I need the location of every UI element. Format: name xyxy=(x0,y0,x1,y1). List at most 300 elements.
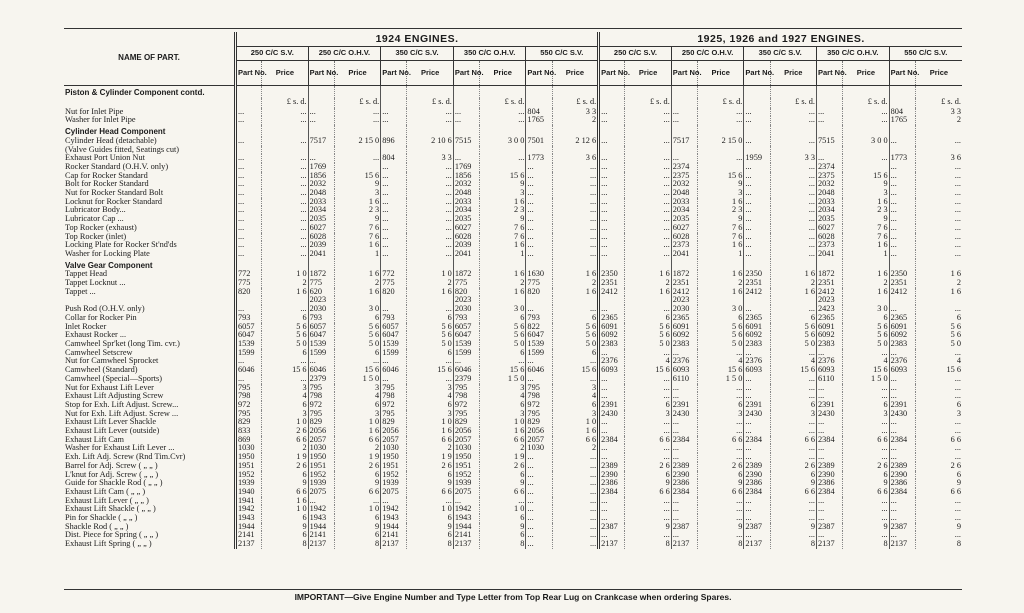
price-cell: ... xyxy=(770,241,816,250)
price-cell: 5 6 xyxy=(552,331,599,340)
part-number-cell: 1941 xyxy=(235,497,261,506)
currency-label: £ s. d. xyxy=(262,98,308,108)
part-number-cell: 2032 xyxy=(308,180,334,189)
price-cell: 5 6 xyxy=(552,323,599,332)
part-number-cell: ... xyxy=(817,453,843,462)
part-number-cell: 2389 xyxy=(817,462,843,471)
part-number-cell: ... xyxy=(381,189,407,198)
part-number-cell: ... xyxy=(671,116,697,125)
price-cell: ... xyxy=(698,384,744,393)
price-cell: 9 xyxy=(698,215,744,224)
part-number-cell: ... xyxy=(453,116,479,125)
part-number-cell: 2032 xyxy=(453,180,479,189)
part-number-cell: 1030 xyxy=(381,444,407,453)
price-cell: ... xyxy=(552,514,599,523)
part-number-cell: ... xyxy=(526,172,552,181)
part-number-cell: 2034 xyxy=(453,206,479,215)
part-number-cell: ... xyxy=(381,250,407,259)
price-cell: 7 6 xyxy=(698,233,744,242)
part-no-header: Part No. xyxy=(381,61,407,86)
price-cell: 3 3 xyxy=(915,108,962,117)
part-number-cell: ... xyxy=(671,392,697,401)
price-cell: 9 xyxy=(843,479,889,488)
price-cell: ... xyxy=(262,233,308,242)
price-cell: 1 6 xyxy=(407,427,453,436)
engine-type-header: 350 C/C O.H.V. xyxy=(453,47,526,61)
table-row xyxy=(64,497,962,506)
price-cell: 6 xyxy=(407,314,453,323)
price-cell: ... xyxy=(770,172,816,181)
price-cell: 6 xyxy=(262,514,308,523)
price-cell: 3 xyxy=(262,384,308,393)
table-row xyxy=(64,505,962,514)
part-name: Camwheel (Special—Sports) xyxy=(64,375,235,384)
part-number-cell: 2035 xyxy=(453,215,479,224)
part-number-cell: 1769 xyxy=(453,163,479,172)
part-name: Lubricator Body... xyxy=(64,206,235,215)
price-cell: 2 xyxy=(915,116,962,125)
part-number-cell: 2041 xyxy=(453,250,479,259)
part-number-cell: 820 xyxy=(381,288,407,297)
part-number-cell: 1539 xyxy=(453,340,479,349)
price-cell: 2 xyxy=(552,444,599,453)
part-number-cell: ... xyxy=(381,116,407,125)
price-cell: 1 6 xyxy=(334,288,380,297)
part-number-cell: 795 xyxy=(526,384,552,393)
part-number-cell: 820 xyxy=(235,288,261,297)
part-number-cell: 1951 xyxy=(235,462,261,471)
part-number-cell: 2423 xyxy=(817,305,843,314)
price-cell: 3 3 xyxy=(770,154,816,163)
section-title: Piston & Cylinder Component contd. xyxy=(64,86,235,98)
part-number-cell: ... xyxy=(526,215,552,224)
part-number-cell: 2137 xyxy=(453,540,479,549)
part-name: Top Rocker (exhaust) xyxy=(64,224,235,233)
price-cell: ... xyxy=(552,523,599,532)
price-cell: ... xyxy=(843,108,889,117)
price-cell: 6 6 xyxy=(552,436,599,445)
price-cell: ... xyxy=(625,108,671,117)
price-cell: 9 xyxy=(843,523,889,532)
part-number-cell: 2032 xyxy=(671,180,697,189)
part-number-cell: 1943 xyxy=(381,514,407,523)
price-cell: ... xyxy=(552,305,599,314)
engine-type-header: 350 C/C O.H.V. xyxy=(817,47,890,61)
empty-cell xyxy=(744,86,770,98)
part-number-cell: 2137 xyxy=(744,540,770,549)
price-cell: 6 xyxy=(262,471,308,480)
price-cell: 2 xyxy=(480,279,526,288)
part-no-header: Part No. xyxy=(453,61,479,86)
part-number-cell: 6046 xyxy=(453,366,479,375)
price-cell: ... xyxy=(915,180,962,189)
part-number-cell: 7515 xyxy=(817,137,843,146)
price-cell: 6 xyxy=(843,314,889,323)
part-number-cell: ... xyxy=(889,305,915,314)
part-number-cell: 6047 xyxy=(526,331,552,340)
price-cell: 5 0 xyxy=(770,340,816,349)
price-cell: 4 xyxy=(915,357,962,366)
part-number-cell: ... xyxy=(744,215,770,224)
part-name: Dist. Piece for Spring ( „ „ ) xyxy=(64,531,235,540)
part-number-cell: ... xyxy=(817,514,843,523)
part-number-cell: ... xyxy=(889,418,915,427)
part-number-cell: 2350 xyxy=(599,270,625,279)
part-number-cell: 2384 xyxy=(599,488,625,497)
price-cell: ... xyxy=(407,375,453,384)
part-number-cell: 1952 xyxy=(308,471,334,480)
price-cell: ... xyxy=(625,224,671,233)
part-number-cell: 2390 xyxy=(744,471,770,480)
price-cell: ... xyxy=(262,215,308,224)
price-cell: ... xyxy=(625,163,671,172)
part-number-cell: ... xyxy=(889,198,915,207)
price-cell: ... xyxy=(915,137,962,146)
part-number-cell: ... xyxy=(235,250,261,259)
price-cell: 1 6 xyxy=(334,427,380,436)
part-number-cell: ... xyxy=(526,497,552,506)
price-cell: 15 6 xyxy=(407,366,453,375)
part-number-cell: ... xyxy=(889,163,915,172)
price-cell: 5 6 xyxy=(625,331,671,340)
price-cell: ... xyxy=(552,206,599,215)
price-cell: 7 6 xyxy=(480,224,526,233)
part-number-cell: 2384 xyxy=(599,436,625,445)
price-cell: ... xyxy=(407,108,453,117)
price-cell: 7 6 xyxy=(480,233,526,242)
price-cell: ... xyxy=(698,418,744,427)
part-number-cell: 2350 xyxy=(889,270,915,279)
part-number-cell: 6091 xyxy=(671,323,697,332)
part-number-cell: ... xyxy=(671,444,697,453)
price-cell: 2 xyxy=(334,279,380,288)
price-cell: 15 6 xyxy=(480,366,526,375)
price-cell: 4 xyxy=(262,392,308,401)
price-cell: ... xyxy=(915,206,962,215)
price-cell: 6 6 xyxy=(334,488,380,497)
price-cell: 3 0 xyxy=(480,305,526,314)
part-number-cell: 6110 xyxy=(671,375,697,384)
price-cell: 6 xyxy=(552,314,599,323)
part-name: Washer for Inlet Pipe xyxy=(64,116,235,125)
footer-note: IMPORTANT—Give Engine Number and Type Letter from Top Rear Lug on Crankcase when ordering Spares. xyxy=(294,592,732,602)
part-number-cell: 6057 xyxy=(308,323,334,332)
empty-cell xyxy=(817,86,843,98)
part-name: Locknut for Rocker Standard xyxy=(64,198,235,207)
part-number-cell: ... xyxy=(744,531,770,540)
part-number-cell: ... xyxy=(744,505,770,514)
engine-type-header: 250 C/C O.H.V. xyxy=(671,47,744,61)
part-number-cell: 2384 xyxy=(671,488,697,497)
price-cell: ... xyxy=(843,392,889,401)
price-cell: 5 0 xyxy=(480,340,526,349)
part-number-cell: 2386 xyxy=(671,479,697,488)
part-number-cell: 2391 xyxy=(671,401,697,410)
price-cell: ... xyxy=(915,497,962,506)
price-cell: 6 6 xyxy=(770,488,816,497)
part-number-cell: ... xyxy=(599,305,625,314)
price-cell: 1 6 xyxy=(915,270,962,279)
part-number-cell: 1940 xyxy=(235,488,261,497)
part-number-cell: 6091 xyxy=(599,323,625,332)
price-cell: 2 xyxy=(262,444,308,453)
part-number-cell: 2386 xyxy=(817,479,843,488)
part-number-cell: 6046 xyxy=(308,366,334,375)
part-number-cell: 2384 xyxy=(817,488,843,497)
price-cell: 5 6 xyxy=(843,323,889,332)
part-number-cell: 6028 xyxy=(308,233,334,242)
part-number-cell: 2033 xyxy=(453,198,479,207)
price-cell: 1 xyxy=(334,250,380,259)
part-number-cell: ... xyxy=(526,505,552,514)
part-number-cell: 2023 xyxy=(453,296,479,305)
part-number-cell: 2033 xyxy=(671,198,697,207)
price-cell: 5 0 xyxy=(843,340,889,349)
currency-label: £ s. d. xyxy=(698,98,744,108)
part-number-cell: 7515 xyxy=(453,137,479,146)
part-number-cell: ... xyxy=(526,357,552,366)
price-cell: 6 6 xyxy=(843,436,889,445)
empty-cell xyxy=(599,86,625,98)
part-number-cell: ... xyxy=(817,349,843,358)
part-number-cell: ... xyxy=(671,108,697,117)
price-cell: 3 xyxy=(480,189,526,198)
part-number-cell: 2056 xyxy=(526,427,552,436)
part-number-cell: 2137 xyxy=(308,540,334,549)
part-name: Locking Plate for Rocker St'nd'ds xyxy=(64,241,235,250)
part-number-cell: 6027 xyxy=(453,224,479,233)
price-cell: ... xyxy=(698,514,744,523)
price-cell: ... xyxy=(698,453,744,462)
price-cell: ... xyxy=(625,444,671,453)
part-number-cell: ... xyxy=(744,514,770,523)
part-number-cell: ... xyxy=(671,384,697,393)
price-cell: 1 0 xyxy=(552,418,599,427)
part-number-cell: 1951 xyxy=(308,462,334,471)
price-cell: 9 xyxy=(770,523,816,532)
price-cell: ... xyxy=(625,349,671,358)
part-number-cell: 795 xyxy=(381,384,407,393)
part-number-cell: 2056 xyxy=(453,427,479,436)
engines-1924-header: 1924 ENGINES. xyxy=(235,32,598,47)
part-number-cell: ... xyxy=(381,180,407,189)
price-cell: 5 6 xyxy=(480,331,526,340)
price-cell: 5 6 xyxy=(407,331,453,340)
price-cell: 8 xyxy=(480,540,526,549)
part-number-cell: 2383 xyxy=(744,340,770,349)
part-number-cell: 1856 xyxy=(453,172,479,181)
price-cell: 1 9 xyxy=(407,453,453,462)
price-cell: ... xyxy=(770,215,816,224)
part-number-cell: ... xyxy=(744,349,770,358)
price-cell: 2 xyxy=(770,279,816,288)
price-cell: 8 xyxy=(698,540,744,549)
price-cell: ... xyxy=(407,198,453,207)
part-number-cell: ... xyxy=(599,418,625,427)
table-row xyxy=(64,523,962,532)
price-cell: 2 xyxy=(334,444,380,453)
price-cell: 6 xyxy=(480,531,526,540)
price-cell: ... xyxy=(407,189,453,198)
currency-label: £ s. d. xyxy=(552,98,599,108)
price-cell: 1 xyxy=(843,250,889,259)
price-cell: ... xyxy=(625,116,671,125)
part-number-cell: 2386 xyxy=(599,479,625,488)
price-cell: 6 xyxy=(407,514,453,523)
price-cell: 1 6 xyxy=(625,288,671,297)
part-number-cell: ... xyxy=(599,392,625,401)
part-number-cell: 829 xyxy=(381,418,407,427)
price-cell: 1 5 0 xyxy=(334,375,380,384)
part-number-cell: 2387 xyxy=(744,523,770,532)
price-cell: 6 xyxy=(334,401,380,410)
price-cell: 3 0 xyxy=(334,305,380,314)
part-number-cell: ... xyxy=(526,305,552,314)
price-cell: 9 xyxy=(480,523,526,532)
empty-cell xyxy=(480,86,526,98)
price-cell: ... xyxy=(915,418,962,427)
price-cell: 5 0 xyxy=(407,340,453,349)
price-cell: ... xyxy=(625,505,671,514)
part-number-cell: 822 xyxy=(526,323,552,332)
part-number-cell: ... xyxy=(671,418,697,427)
part-number-cell: 2383 xyxy=(671,340,697,349)
price-cell: 6 xyxy=(407,349,453,358)
price-cell: ... xyxy=(262,189,308,198)
price-cell: 9 xyxy=(334,523,380,532)
price-cell: ... xyxy=(552,241,599,250)
part-number-cell: 6091 xyxy=(817,323,843,332)
price-cell: ... xyxy=(915,163,962,172)
price-cell: 2 10 6 xyxy=(407,137,453,146)
part-number-cell: 2351 xyxy=(817,279,843,288)
part-number-cell: 6057 xyxy=(235,323,261,332)
part-number-cell: ... xyxy=(381,215,407,224)
price-cell: ... xyxy=(552,462,599,471)
part-number-cell: 6057 xyxy=(381,323,407,332)
part-number-cell: ... xyxy=(889,189,915,198)
table-row xyxy=(64,340,962,349)
price-cell: ... xyxy=(915,531,962,540)
part-number-cell: ... xyxy=(744,392,770,401)
part-number-cell: 2412 xyxy=(599,288,625,297)
part-no-header: Part No. xyxy=(817,61,843,86)
part-number-cell: 2384 xyxy=(671,436,697,445)
part-number-cell: ... xyxy=(235,189,261,198)
part-number-cell: ... xyxy=(599,453,625,462)
part-number-cell: ... xyxy=(599,444,625,453)
part-number-cell: ... xyxy=(526,479,552,488)
part-number-cell: 2023 xyxy=(671,296,697,305)
part-number-cell: 2137 xyxy=(889,540,915,549)
part-number-cell: 2430 xyxy=(671,410,697,419)
part-name: Tappet Head xyxy=(64,270,235,279)
part-number-cell: 1944 xyxy=(235,523,261,532)
price-cell: 2 6 xyxy=(262,462,308,471)
price-cell: 4 xyxy=(625,357,671,366)
part-number-cell: ... xyxy=(308,357,334,366)
price-cell: ... xyxy=(407,357,453,366)
engine-type-header: 550 C/C S.V. xyxy=(526,47,599,61)
table-row xyxy=(64,436,962,445)
price-cell: 6 xyxy=(480,401,526,410)
empty-cell xyxy=(889,86,915,98)
part-name: Top Rocker (inlet) xyxy=(64,233,235,242)
engine-type-header: 250 C/C S.V. xyxy=(235,47,308,61)
part-number-cell: ... xyxy=(744,444,770,453)
table-row xyxy=(64,410,962,419)
part-number-cell: 2374 xyxy=(817,163,843,172)
part-number-cell: 2376 xyxy=(889,357,915,366)
part-number-cell: ... xyxy=(744,180,770,189)
price-cell: ... xyxy=(915,444,962,453)
price-cell: ... xyxy=(552,357,599,366)
price-cell: 3 xyxy=(770,410,816,419)
price-cell: 6 xyxy=(552,401,599,410)
part-number-cell: ... xyxy=(453,154,479,163)
price-cell: 15 6 xyxy=(698,366,744,375)
price-cell: 2 6 xyxy=(915,462,962,471)
part-number-cell: ... xyxy=(744,172,770,181)
price-cell: 6 xyxy=(334,471,380,480)
part-number-cell: 2023 xyxy=(817,296,843,305)
part-number-cell: 2035 xyxy=(817,215,843,224)
part-number-cell: 1944 xyxy=(308,523,334,532)
part-number-cell: 798 xyxy=(235,392,261,401)
price-cell: 1 6 xyxy=(843,270,889,279)
part-number-cell: 775 xyxy=(526,279,552,288)
price-cell: 3 xyxy=(698,189,744,198)
part-number-cell: ... xyxy=(599,154,625,163)
price-cell: ... xyxy=(625,250,671,259)
price-cell: ... xyxy=(843,514,889,523)
part-number-cell: 1939 xyxy=(381,479,407,488)
price-cell: 1 0 xyxy=(407,418,453,427)
part-number-cell: ... xyxy=(744,224,770,233)
price-cell: ... xyxy=(698,444,744,453)
price-cell: ... xyxy=(843,154,889,163)
empty-cell xyxy=(770,86,816,98)
price-cell: ... xyxy=(262,116,308,125)
price-cell: 15 6 xyxy=(552,366,599,375)
part-number-cell: 2412 xyxy=(889,288,915,297)
price-cell: 9 xyxy=(407,479,453,488)
part-number-cell: ... xyxy=(381,224,407,233)
part-number-cell: 1856 xyxy=(308,172,334,181)
price-cell: ... xyxy=(262,108,308,117)
part-number-cell: ... xyxy=(744,497,770,506)
part-number-cell: ... xyxy=(235,224,261,233)
part-number-cell: 2350 xyxy=(744,270,770,279)
part-number-cell: ... xyxy=(381,375,407,384)
price-cell: ... xyxy=(407,241,453,250)
price-cell: ... xyxy=(334,154,380,163)
price-cell: ... xyxy=(698,108,744,117)
price-cell: ... xyxy=(843,384,889,393)
price-cell: 9 xyxy=(770,479,816,488)
price-cell: ... xyxy=(262,206,308,215)
part-number-cell: 1599 xyxy=(453,349,479,358)
part-number-cell: ... xyxy=(599,172,625,181)
price-cell: 3 6 xyxy=(915,154,962,163)
part-number-cell: 829 xyxy=(235,418,261,427)
part-number-cell: 2141 xyxy=(381,531,407,540)
price-cell: ... xyxy=(552,250,599,259)
engine-type-header: 350 C/C S.V. xyxy=(381,47,454,61)
price-cell: 6 6 xyxy=(770,436,816,445)
price-cell: ... xyxy=(552,215,599,224)
part-number-cell: ... xyxy=(526,250,552,259)
